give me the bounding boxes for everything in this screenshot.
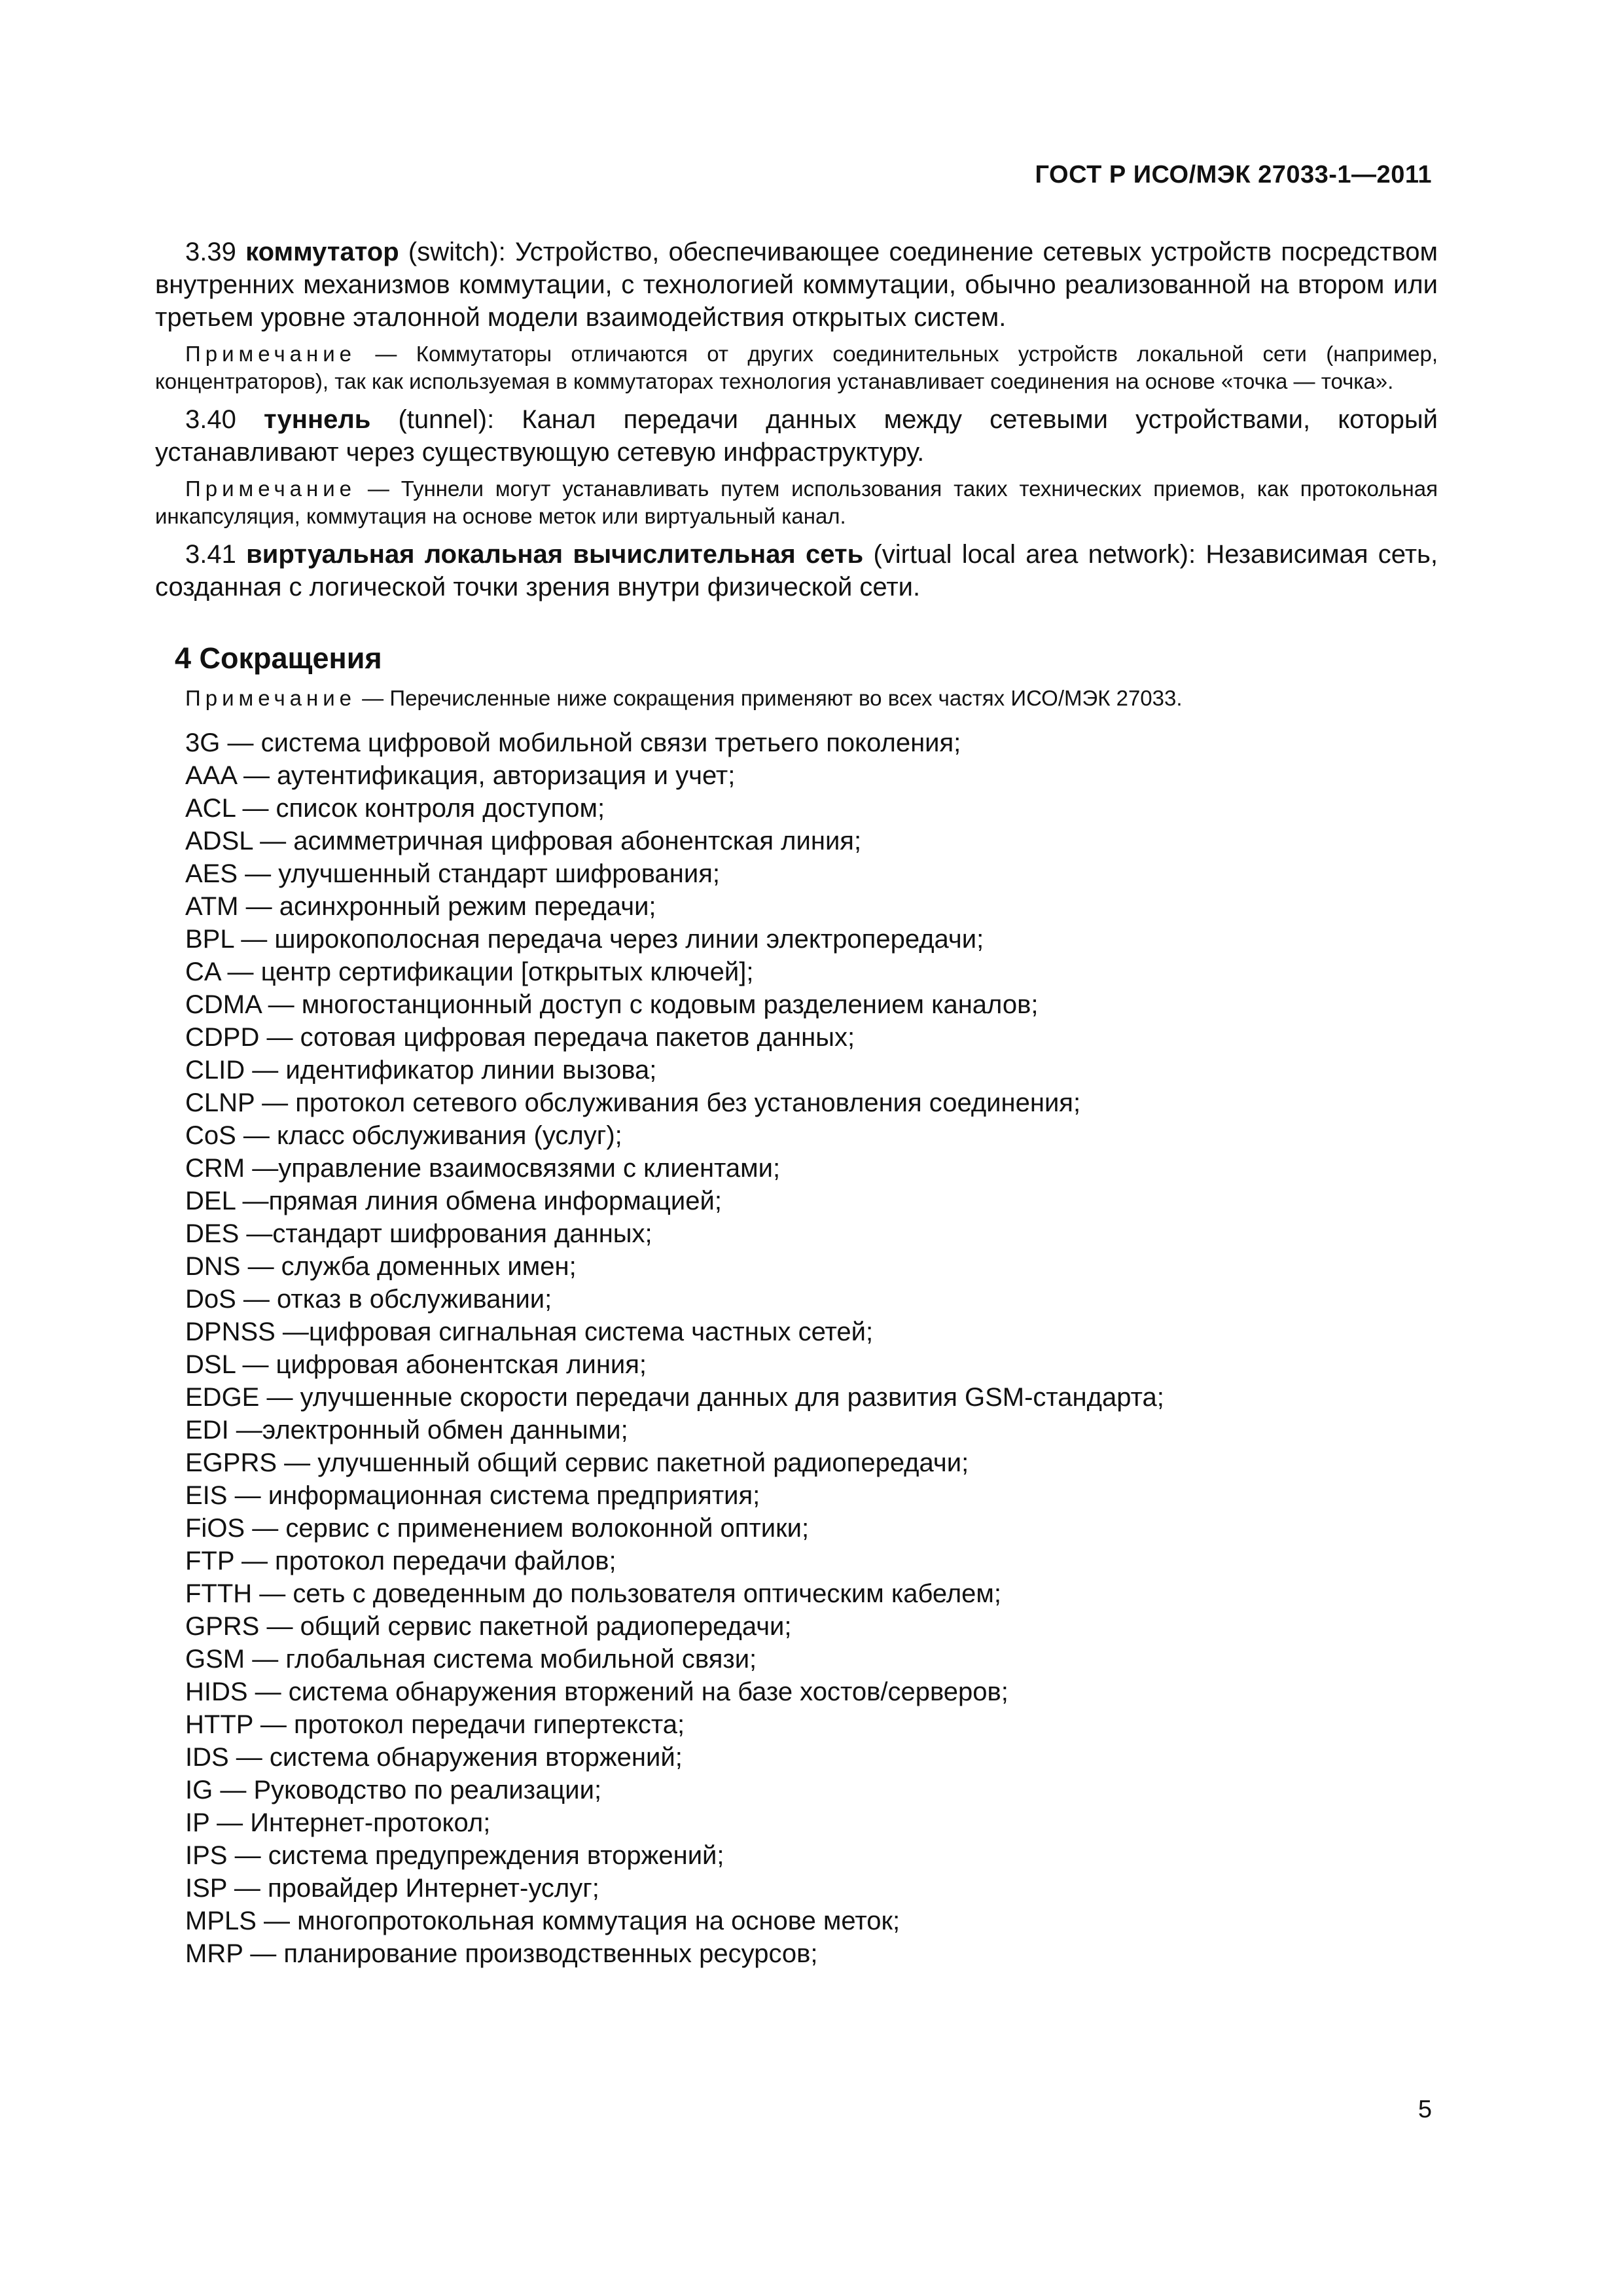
abbreviation-item: DPNSS —цифровая сигнальная система частных сетей;	[185, 1318, 874, 1346]
abbreviation-item: CLID — идентификатор линии вызова;	[185, 1056, 657, 1085]
abbreviation-item: DEL —прямая линия обмена информацией;	[185, 1187, 722, 1215]
note-text: — Коммутаторы отличаются от других соединительных устройств локальной сети (например, концентраторов), так как используемая в коммутаторах технология устанавливает соединения на основе «точка — точка».	[155, 342, 1438, 393]
term-note	[155, 340, 1438, 395]
abbreviation-item: EGPRS — улучшенный общий сервис пакетной радиопередачи;	[185, 1448, 969, 1477]
abbreviation-item: ISP — провайдер Интернет-услуг;	[185, 1874, 599, 1903]
abbreviation-list	[185, 726, 1438, 1970]
page-number: 5	[1418, 2096, 1432, 2123]
abbreviation-item: AES — улучшенный стандарт шифрования;	[185, 859, 720, 888]
abbreviation-item: HTTP — протокол передачи гипертекста;	[185, 1710, 685, 1739]
section-title: 4 Сокращения	[175, 641, 382, 675]
abbreviation-item: EDI —электронный обмен данными;	[185, 1416, 628, 1444]
note-label: Примечание	[185, 476, 357, 501]
abbreviation-item: IPS — система предупреждения вторжений;	[185, 1841, 724, 1870]
term-number: 3.41	[185, 540, 236, 569]
term-name: коммутатор	[245, 238, 399, 266]
abbreviation-item: IG — Руководство по реализации;	[185, 1776, 602, 1804]
page-content	[155, 236, 1438, 1970]
note-label: Примечание	[185, 686, 357, 710]
abbreviation-item: CDPD — сотовая цифровая передача пакетов данных;	[185, 1023, 855, 1052]
abbreviation-item: DNS — служба доменных имен;	[185, 1252, 577, 1281]
term-3-39	[155, 236, 1438, 334]
abbreviation-item: DoS — отказ в обслуживании;	[185, 1285, 552, 1314]
term-name: виртуальная локальная вычислительная сеть	[246, 540, 864, 569]
abbreviation-item: CRM —управление взаимосвязями с клиентами;	[185, 1154, 781, 1183]
abbreviation-item: MRP — планирование производственных ресурсов;	[185, 1939, 818, 1968]
abbreviation-item: MPLS — многопротокольная коммутация на основе меток;	[185, 1907, 901, 1935]
term-definition: (virtual local area network): Независимая сеть, созданная с логической точки зрения внутри физической сети.	[155, 540, 1438, 601]
abbreviation-item: GPRS — общий сервис пакетной радиопередачи;	[185, 1612, 792, 1641]
term-note	[155, 475, 1438, 530]
abbreviation-item: ATM — асинхронный режим передачи;	[185, 892, 656, 921]
abbreviation-item: CoS — класс обслуживания (услуг);	[185, 1121, 622, 1150]
abbreviation-item: CA — центр сертификации [открытых ключей];	[185, 958, 754, 986]
abbreviation-item: IDS — система обнаружения вторжений;	[185, 1743, 683, 1772]
abbreviation-item: CDMA — многостанционный доступ с кодовым разделением каналов;	[185, 990, 1039, 1019]
section-note	[185, 685, 1438, 712]
abbreviation-item: DSL — цифровая абонентская линия;	[185, 1350, 647, 1379]
term-number: 3.39	[185, 238, 236, 266]
document-code-header: ГОСТ Р ИСО/МЭК 27033-1—2011	[1035, 161, 1432, 188]
term-number: 3.40	[185, 405, 236, 434]
term-name: туннель	[263, 405, 371, 434]
abbreviation-item: GSM — глобальная система мобильной связи;	[185, 1645, 757, 1674]
abbreviation-item: 3G — система цифровой мобильной связи третьего поколения;	[185, 728, 961, 757]
note-text: — Перечисленные ниже сокращения применяют во всех частях ИСО/МЭК 27033.	[356, 686, 1183, 710]
abbreviation-item: EIS — информационная система предприятия;	[185, 1481, 760, 1510]
abbreviation-item: EDGE — улучшенные скорости передачи данных для развития GSM-стандарта;	[185, 1383, 1164, 1412]
term-3-40	[155, 403, 1438, 469]
term-definition: (tunnel): Канал передачи данных между сетевыми устройствами, который устанавливают через существующую сетевую инфраструктуру.	[155, 405, 1438, 467]
term-definition: (switch): Устройство, обеспечивающее соединение сетевых устройств посредством внутренних механизмов коммутации, с технологией коммутации, обычно реализованной на втором или третьем уровне эталонной модели взаимодействия открытых систем.	[155, 238, 1438, 332]
note-text: — Туннели могут устанавливать путем использования таких технических приемов, как протокольная инкапсуляция, коммутация на основе меток или виртуальный канал.	[155, 476, 1438, 528]
abbreviation-item: HIDS — система обнаружения вторжений на базе хостов/серверов;	[185, 1677, 1008, 1706]
abbreviation-item: FiOS — сервис с применением волоконной оптики;	[185, 1514, 810, 1543]
abbreviation-item: ADSL — асимметричная цифровая абонентская линия;	[185, 827, 862, 855]
abbreviation-item: BPL — широкополосная передача через линии электропередачи;	[185, 925, 984, 954]
abbreviation-item: CLNP — протокол сетевого обслуживания без установления соединения;	[185, 1088, 1081, 1117]
abbreviation-item: AAA — аутентификация, авторизация и учет;	[185, 761, 736, 790]
abbreviation-item: DES —стандарт шифрования данных;	[185, 1219, 652, 1248]
abbreviation-item: IP — Интернет-протокол;	[185, 1808, 491, 1837]
abbreviation-item: FTTH — сеть с доведенным до пользователя оптическим кабелем;	[185, 1579, 1002, 1608]
term-3-41	[155, 538, 1438, 603]
abbreviation-item: ACL — список контроля доступом;	[185, 794, 605, 823]
note-label: Примечание	[185, 342, 357, 366]
abbreviation-item: FTP — протокол передачи файлов;	[185, 1547, 616, 1575]
